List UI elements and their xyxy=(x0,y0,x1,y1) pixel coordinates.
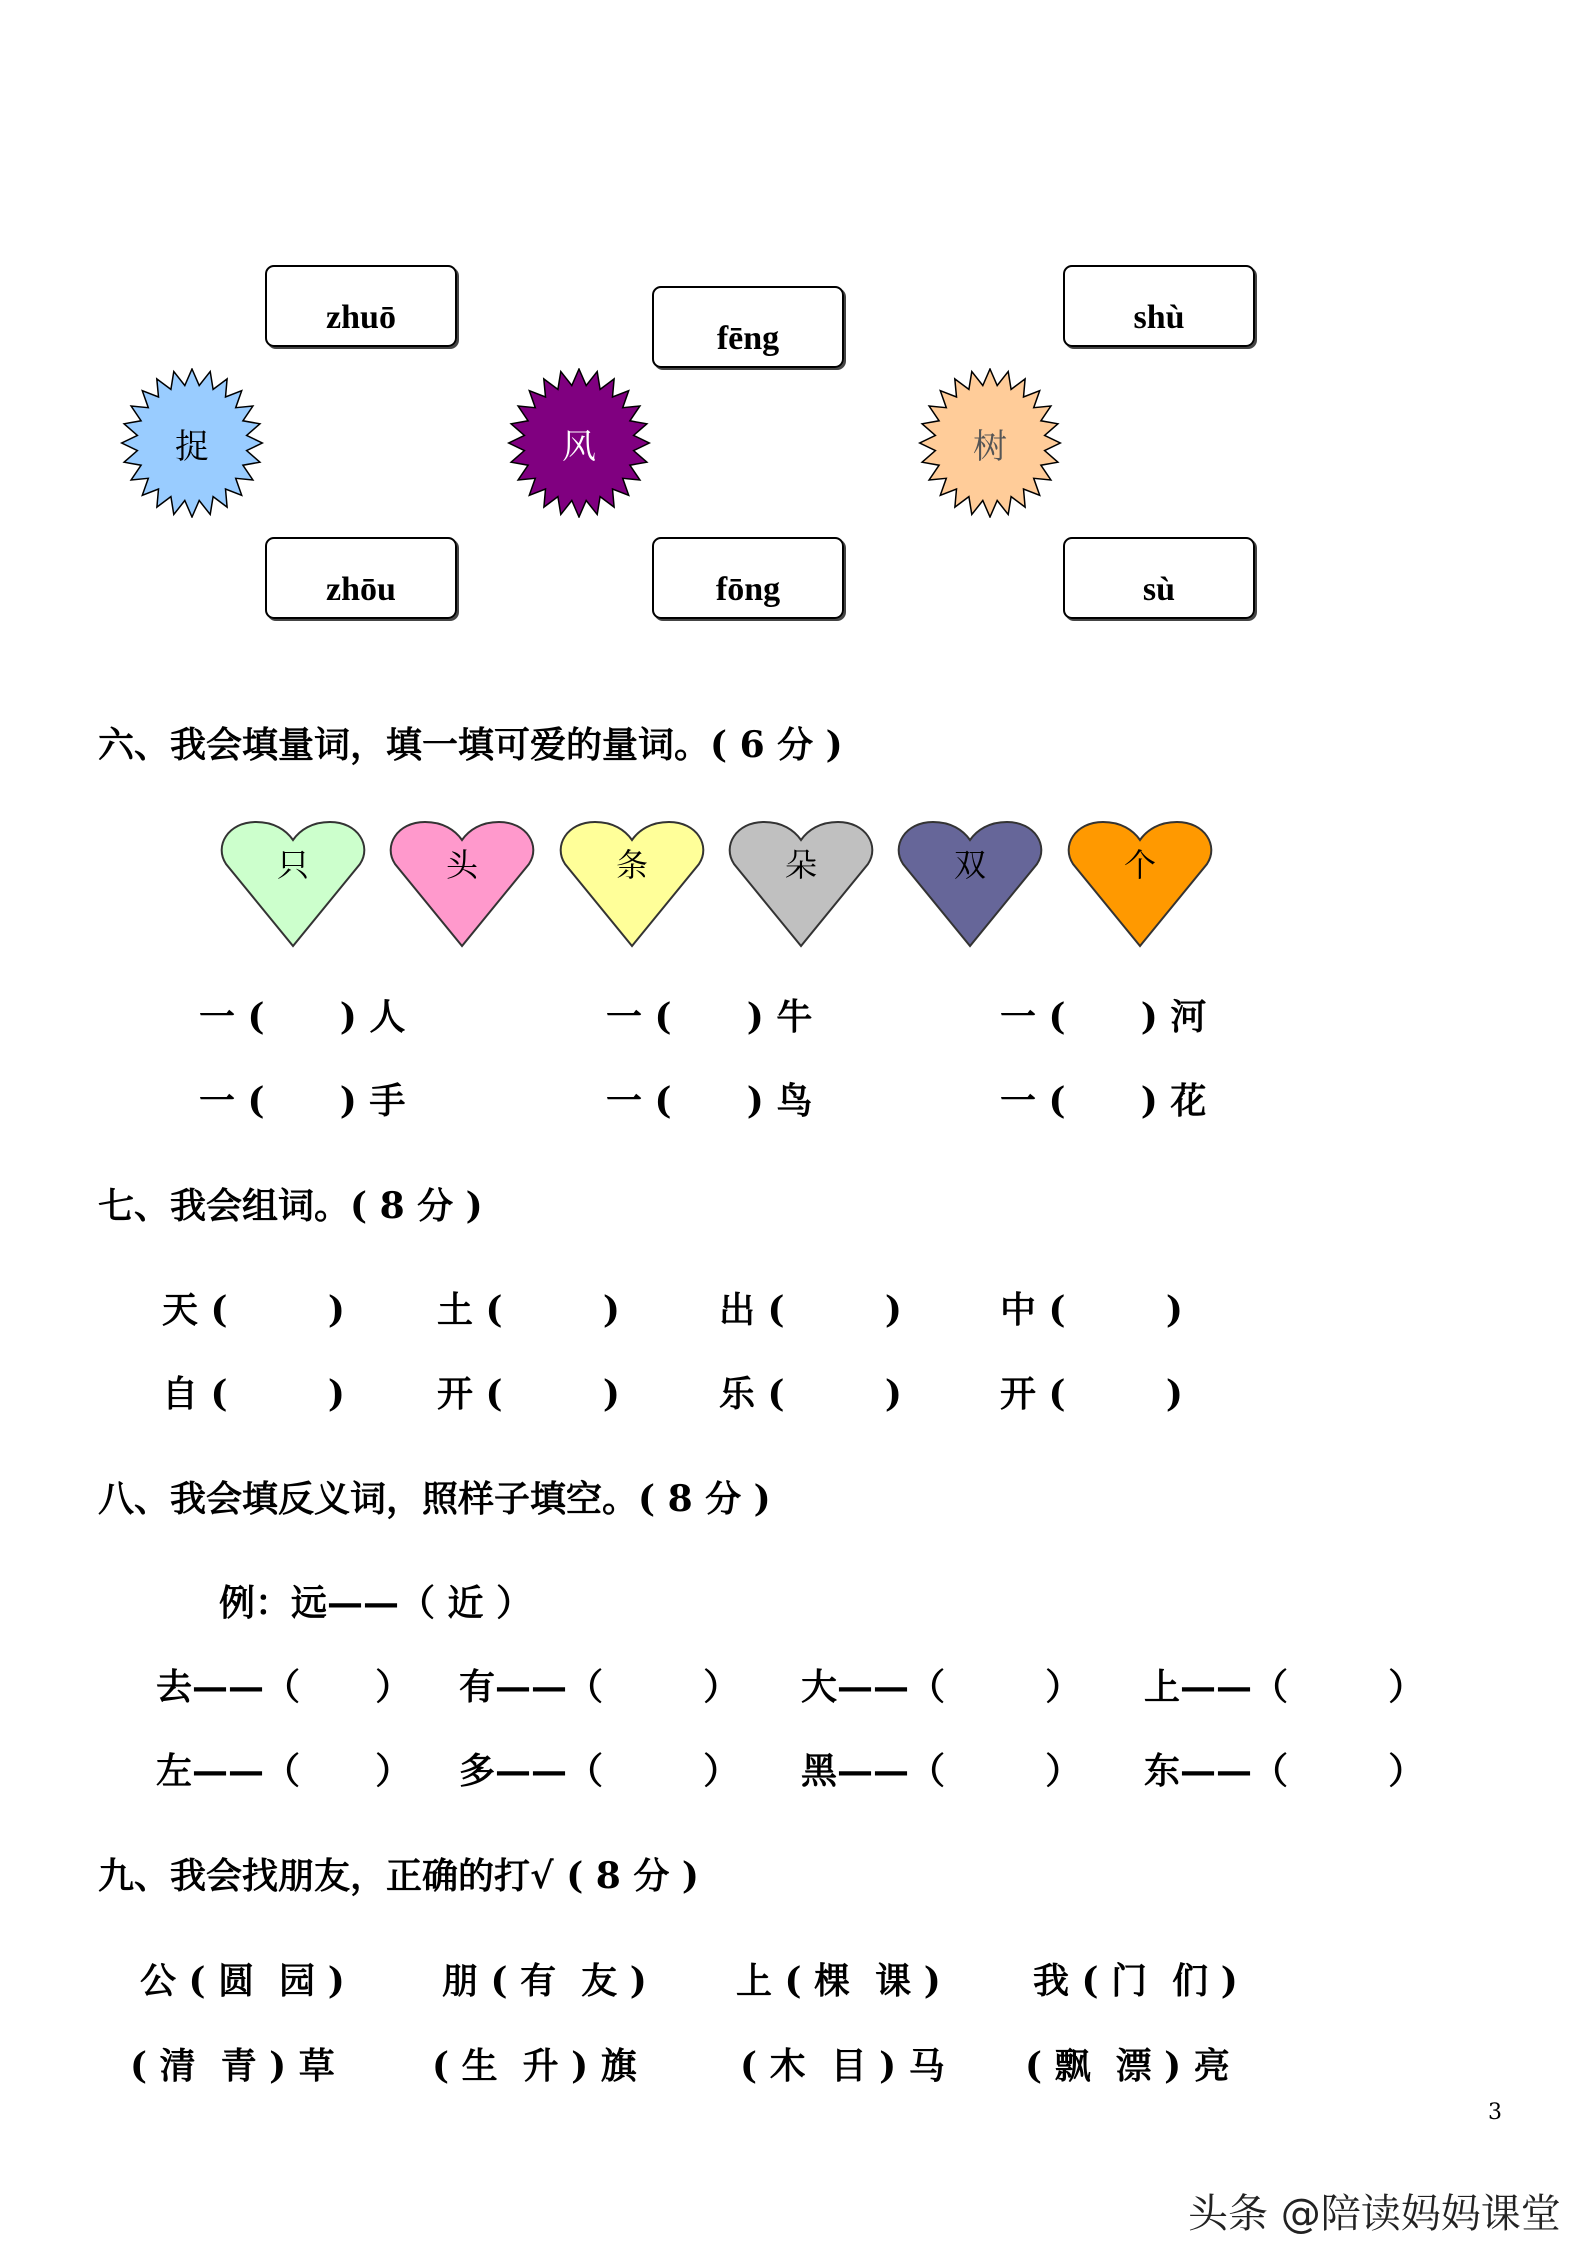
word-item: 出 ( ) xyxy=(719,1289,902,1331)
pinyin-box xyxy=(1063,265,1255,347)
watermark: 头条 @陪读妈妈课堂 xyxy=(1188,2191,1561,2237)
pinyin-text: shù xyxy=(1133,299,1185,336)
antonym-item: 上——（ ） xyxy=(1144,1666,1425,1708)
fill-item: 一 ( ) 鸟 xyxy=(606,1080,813,1122)
word-item: 自 ( ) xyxy=(162,1373,345,1415)
choice-item: ( 清 青 ) 草 xyxy=(130,2045,335,2087)
choice-item: 公 ( 圆 园 ) xyxy=(140,1960,345,2002)
antonym-item: 黑——（ ） xyxy=(801,1750,1082,1792)
starburst-char xyxy=(117,368,267,518)
star-char: 捉 xyxy=(175,426,209,467)
fill-item: 一 ( ) 河 xyxy=(1000,996,1207,1038)
choice-item: 我 ( 门 们 ) xyxy=(1033,1960,1238,2002)
antonym-item: 有——（ ） xyxy=(459,1666,740,1708)
starburst-char xyxy=(504,368,654,518)
star-char: 树 xyxy=(973,426,1007,467)
example: 例：远——（ 近 ） xyxy=(219,1582,533,1624)
page-number: 3 xyxy=(1488,2100,1502,2125)
word-item: 开 ( ) xyxy=(437,1373,620,1415)
heart-measure-word xyxy=(559,818,705,948)
heart-char: 条 xyxy=(615,846,648,884)
pinyin-text: zhuō xyxy=(326,299,396,336)
heart-measure-word xyxy=(897,818,1043,948)
antonym-item: 多——（ ） xyxy=(459,1750,740,1792)
pinyin-text: zhōu xyxy=(326,571,396,608)
section-8-heading: 八、我会填反义词，照样子填空。( 8 分 ) xyxy=(98,1478,771,1520)
heart-char: 朵 xyxy=(784,846,817,884)
word-item: 乐 ( ) xyxy=(719,1373,902,1415)
word-item: 土 ( ) xyxy=(437,1289,620,1331)
section-9-heading: 九、我会找朋友，正确的打√ ( 8 分 ) xyxy=(98,1855,699,1897)
heart-char: 只 xyxy=(276,846,309,884)
pinyin-box xyxy=(1063,537,1255,619)
pinyin-box xyxy=(265,537,457,619)
section-7-heading: 七、我会组词。( 8 分 ) xyxy=(98,1185,483,1227)
starburst-char xyxy=(915,368,1065,518)
heart-measure-word xyxy=(728,818,874,948)
section-6-heading: 六、我会填量词，填一填可爱的量词。( 6 分 ) xyxy=(98,724,843,766)
pinyin-box xyxy=(652,286,844,368)
heart-char: 个 xyxy=(1123,846,1156,884)
pinyin-text: fōng xyxy=(715,571,781,608)
fill-item: 一 ( ) 手 xyxy=(199,1080,406,1122)
antonym-item: 大——（ ） xyxy=(801,1666,1082,1708)
pinyin-box xyxy=(265,265,457,347)
word-item: 开 ( ) xyxy=(1000,1373,1183,1415)
fill-item: 一 ( ) 牛 xyxy=(606,996,813,1038)
heart-measure-word xyxy=(1067,818,1213,948)
choice-item: 朋 ( 有 友 ) xyxy=(442,1960,647,2002)
antonym-item: 左——（ ） xyxy=(156,1750,412,1792)
antonym-item: 去——（ ） xyxy=(156,1666,412,1708)
fill-item: 一 ( ) 花 xyxy=(1000,1080,1207,1122)
star-char: 风 xyxy=(562,426,596,467)
heart-char: 头 xyxy=(445,846,478,884)
pinyin-text: fēng xyxy=(716,320,780,357)
antonym-item: 东——（ ） xyxy=(1144,1750,1425,1792)
choice-item: 上 ( 棵 课 ) xyxy=(736,1960,941,2002)
word-item: 天 ( ) xyxy=(162,1289,345,1331)
choice-item: ( 木 目 ) 马 xyxy=(740,2045,945,2087)
choice-item: ( 飘 漂 ) 亮 xyxy=(1025,2045,1230,2087)
fill-item: 一 ( ) 人 xyxy=(199,996,406,1038)
heart-measure-word xyxy=(389,818,535,948)
choice-item: ( 生 升 ) 旗 xyxy=(432,2045,637,2087)
pinyin-box xyxy=(652,537,844,619)
pinyin-text: sù xyxy=(1142,571,1176,608)
heart-measure-word xyxy=(220,818,366,948)
heart-char: 双 xyxy=(953,846,986,884)
word-item: 中 ( ) xyxy=(1000,1289,1183,1331)
